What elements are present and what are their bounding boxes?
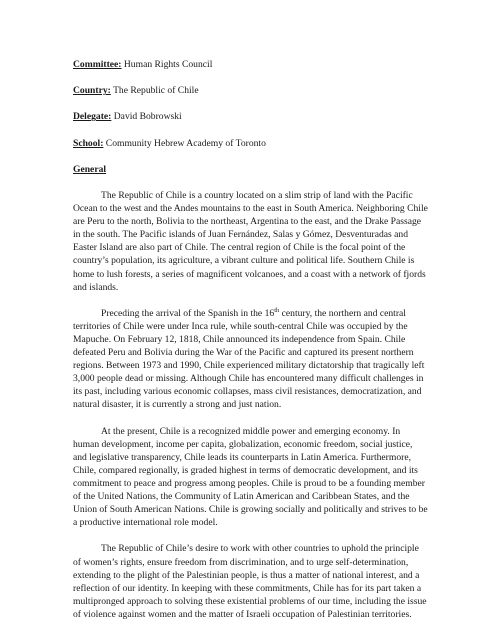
history-text-start: Preceding the arrival of the Spanish in the 16 [101, 307, 275, 319]
school-label: School: [73, 137, 104, 149]
paragraph-history [73, 307, 428, 412]
delegate-line [73, 110, 428, 123]
committee-value: Human Rights Council [121, 59, 213, 70]
paragraph-present-day: At the present, Chile is a recognized middle power and emerging economy. In human development, income per capita, globalization, economic freedom, social justice, and legislative transparency, Chile leads its counterparts in Latin America. Furthermore, Chile, compared regionally, is graded highest in terms of democratic development, and its commitment to peace and progress among peoples. Chile is proud to be a founding member of the United Nations, the Community of Latin American and Caribbean States, and the Union of South American Nations. Chile is growing socially and politically and strives to be a productive international role model. [73, 425, 428, 529]
country-line [73, 84, 428, 97]
school-value: Community Hebrew Academy of Toronto [103, 137, 266, 149]
section-heading-general: General [73, 163, 107, 175]
ordinal-superscript: th [274, 306, 280, 314]
committee-label: Committee: [73, 59, 122, 70]
school-line [73, 137, 428, 150]
country-label: Country: [73, 85, 111, 97]
paragraph-policy: The Republic of Chile’s desire to work with other countries to uphold the principle of women’s rights, ensure freedom from discrimination, and to urge self-determination, extending to the plight of the Palestinian people, is thus a matter of national interest, and a reflection of our identity. In keeping with these commitments, Chile has for its part taken a multipronged approach to solving these existential problems of our time, including the issue of violence against women and the matter of Israeli occupation of Palestinian territories. [73, 543, 427, 620]
delegate-label: Delegate: [73, 111, 112, 123]
position-paper-page [73, 58, 428, 634]
history-text-rest: century, the northern and central territories of Chile were under Inca rule, while south-central Chile was occupied by the Mapuche. On February 12, 1818, Chile announced its independence from Spain. Chile defeated Peru and Bolivia during the War of the Pacific and captured its present northern regions. Between 1973 and 1990, Chile experienced military dictatorship that tragically left 3,000 people dead or missing. Although Chile has encountered many difficult challenges in its past, including various economic collapses, mass civil resistances, democratization, and natural disaster, it is currently a strong and just nation. [73, 307, 425, 411]
delegate-value: David Bobrowski [111, 111, 182, 123]
committee-line [73, 58, 428, 71]
country-value: The Republic of Chile [110, 85, 199, 97]
paragraph-geography: The Republic of Chile is a country located on a slim strip of land with the Pacific Ocean to the west and the Andes mountains to the east in South America. Neighboring Chile are Peru to the north, Bolivia to the northeast, Argentina to the east, and the Drake Passage in the south. The Pacific islands of Juan Fernández, Salas y Gómez, Desventuradas and Easter Island are also part of Chile. The central region of Chile is the focal point of the country’s population, its agriculture, a vibrant culture and political life. Southern Chile is home to lush forests, a series of magnificent volcanoes, and a coast with a network of fjords and islands. [73, 189, 428, 293]
